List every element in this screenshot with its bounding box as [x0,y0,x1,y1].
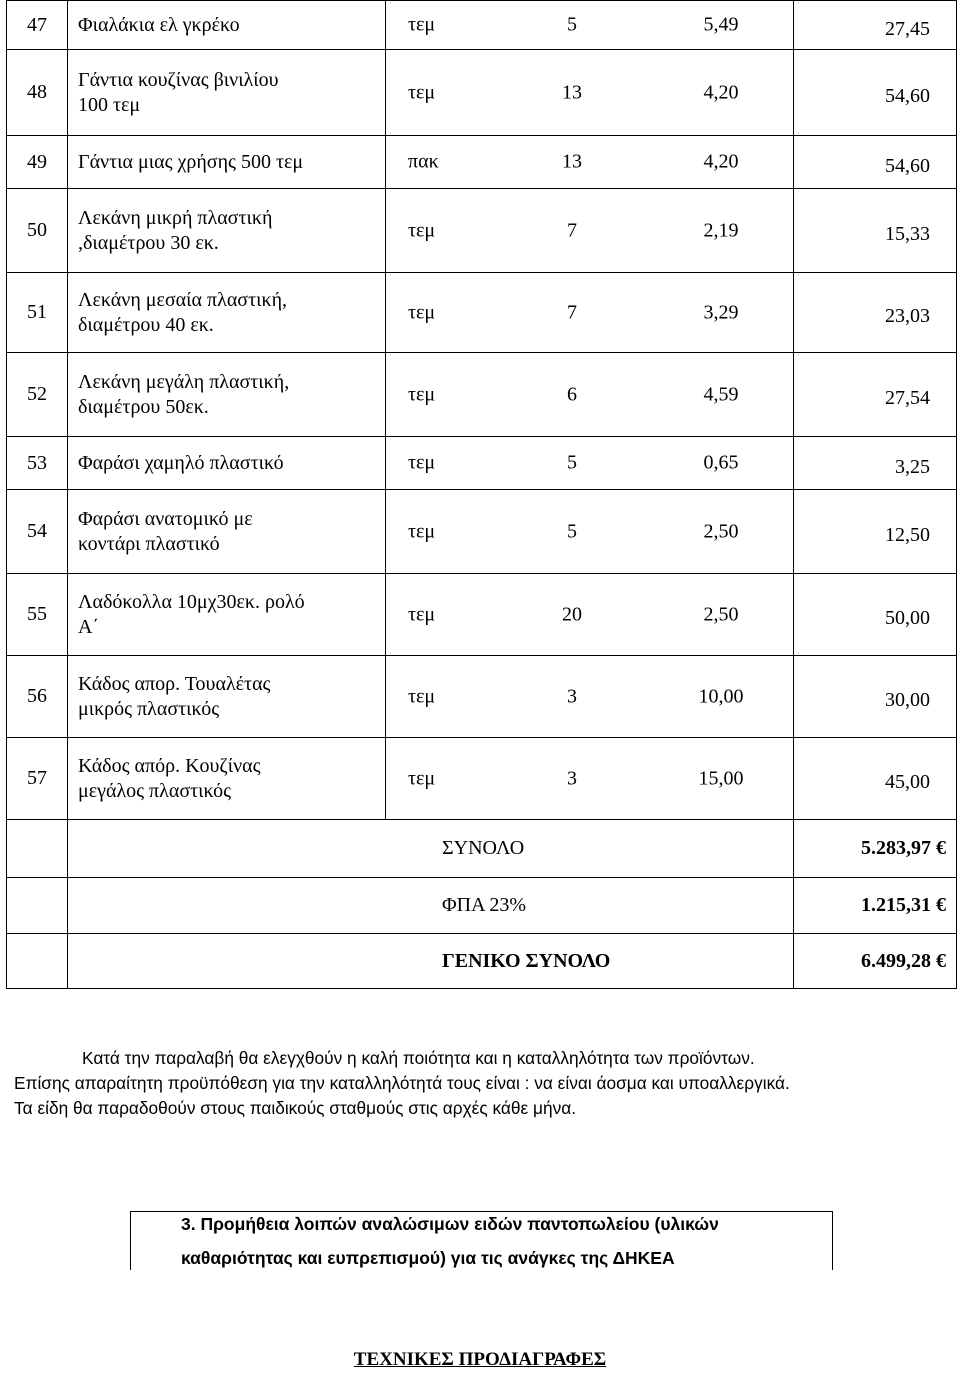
item-description [68,273,386,353]
item-description-line: μεγάλος πλαστικός [78,779,232,802]
item-unit-price: 4,20 [703,150,739,173]
blank-cell [7,878,68,934]
item-unit-price: 2,50 [703,603,739,625]
item-quantity: 20 [562,603,582,625]
item-total [794,50,957,136]
item-quantity: 3 [567,767,577,789]
item-total-value: 12,50 [885,524,930,546]
item-description [68,490,386,574]
item-description-line: Φαράσι ανατομικό με [78,507,253,530]
table-row [7,50,957,136]
item-total [794,656,957,738]
item-number: 52 [7,353,68,437]
table-row [7,353,957,437]
item-total-value: 27,45 [885,17,930,40]
item-number: 47 [7,1,68,50]
section-title-line: 3. Προμήθεια λοιπών αναλώσιμων ειδών παντοπωλείου (υλικών [181,1214,719,1234]
table-row [7,437,957,490]
item-number: 53 [7,437,68,490]
item-number: 48 [7,50,68,136]
item-unit-qty-price [386,656,794,738]
item-description-line: διαμέτρου 40 εκ. [78,313,214,336]
items-table [6,0,957,989]
section-title-box [130,1211,833,1270]
item-number: 55 [7,574,68,656]
item-number: 49 [7,136,68,189]
item-unit: τεμ [408,301,436,323]
item-unit-qty-price [386,574,794,656]
delivery-notes [14,1046,954,1121]
item-description [68,136,386,189]
table-row [7,574,957,656]
item-unit: τεμ [408,13,436,36]
item-unit: τεμ [408,767,436,789]
item-total-value: 23,03 [885,305,930,327]
table-row [7,273,957,353]
table-row [7,136,957,189]
item-unit-qty-price [386,490,794,574]
item-quantity: 13 [562,150,582,173]
item-description-line: Κάδος απορ. Τουαλέτας [78,672,271,695]
item-description [68,1,386,50]
item-unit: τεμ [408,520,436,542]
item-unit: τεμ [408,219,436,241]
item-quantity: 7 [567,219,577,241]
grand-total-value: 6.499,28 € [794,934,957,989]
item-description-line: Λεκάνη μεγάλη πλαστική, [78,370,290,393]
table-row [7,1,957,50]
item-unit-qty-price [386,738,794,820]
item-unit: πακ [408,150,439,173]
item-unit-price: 0,65 [703,451,739,474]
item-number: 50 [7,189,68,273]
item-total [794,437,957,490]
item-unit-price: 2,50 [703,520,739,542]
item-total [794,136,957,189]
item-unit-qty-price [386,136,794,189]
item-total [794,189,957,273]
item-description-line: μικρός πλαστικός [78,697,220,720]
item-unit: τεμ [408,603,436,625]
item-number: 51 [7,273,68,353]
item-description-line: ,διαμέτρου 30 εκ. [78,231,219,254]
item-description-line: κοντάρι πλαστικό [78,532,220,555]
item-total [794,738,957,820]
item-total [794,1,957,50]
item-quantity: 5 [567,13,577,36]
item-number: 54 [7,490,68,574]
item-quantity: 13 [562,81,582,103]
item-total-value: 50,00 [885,607,930,629]
item-total-value: 54,60 [885,85,930,107]
item-unit: τεμ [408,81,436,103]
item-unit-qty-price [386,273,794,353]
item-description-line: διαμέτρου 50εκ. [78,395,209,418]
item-quantity: 3 [567,685,577,707]
item-total [794,490,957,574]
blank-cell [7,934,68,989]
vat-value: 1.215,31 € [794,878,957,934]
item-unit-price: 15,00 [698,767,744,789]
item-unit-price: 3,29 [703,301,739,323]
table-row [7,738,957,820]
item-unit-qty-price [386,353,794,437]
item-quantity: 6 [567,383,577,405]
item-quantity: 5 [567,520,577,542]
item-description-line: 100 τεμ [78,93,141,116]
item-description [68,738,386,820]
item-description [68,189,386,273]
grand-total-label: ΓΕΝΙΚΟ ΣΥΝΟΛΟ [68,934,794,989]
item-unit-price: 5,49 [703,13,739,36]
item-unit-qty-price [386,1,794,50]
grand-total-row [7,934,957,989]
item-total-value: 3,25 [895,455,930,478]
subtotal-label: ΣΥΝΟΛΟ [68,820,794,878]
item-number: 57 [7,738,68,820]
item-number: 56 [7,656,68,738]
item-total-value: 30,00 [885,689,930,711]
item-description-line: Γάντια κουζίνας βινιλίου [78,68,279,91]
item-total [794,574,957,656]
item-unit-qty-price [386,437,794,490]
item-total-value: 45,00 [885,771,930,793]
item-unit-qty-price [386,50,794,136]
item-description-line: Γάντια μιας χρήσης 500 τεμ [78,150,304,173]
item-total [794,353,957,437]
item-description [68,437,386,490]
item-unit-price: 4,20 [703,81,739,103]
item-description-line: Λεκάνη μικρή πλαστική [78,206,273,229]
subtotal-row [7,820,957,878]
item-description-line: Λεκάνη μεσαία πλαστική, [78,288,288,311]
item-description [68,50,386,136]
item-unit: τεμ [408,685,436,707]
item-total-value: 15,33 [885,223,930,245]
item-total [794,273,957,353]
item-description-line: Α΄ [78,615,100,638]
subtotal-value: 5.283,97 € [794,820,957,878]
item-total-value: 27,54 [885,387,930,409]
item-description [68,353,386,437]
note-line: Επίσης απαραίτητη προϋπόθεση για την καταλληλότητά τους είναι : να είναι άοσμα και υποαλλεργικά. [14,1073,790,1093]
table-row [7,656,957,738]
item-description [68,574,386,656]
item-description-line: Λαδόκολλα 10μχ30εκ. ρολό [78,590,305,613]
item-description [68,656,386,738]
item-unit: τεμ [408,451,436,474]
item-quantity: 5 [567,451,577,474]
note-line: Κατά την παραλαβή θα ελεγχθούν η καλή ποιότητα και η καταλληλότητα των προϊόντων. [82,1048,755,1068]
table-row [7,490,957,574]
item-description-line: Φαράσι χαμηλό πλαστικό [78,451,284,474]
item-unit: τεμ [408,383,436,405]
item-unit-qty-price [386,189,794,273]
vat-label: ΦΠΑ 23% [68,878,794,934]
item-total-value: 54,60 [885,154,930,177]
item-description-line: Φιαλάκια ελ γκρέκο [78,13,240,36]
table-row [7,189,957,273]
vat-row [7,878,957,934]
item-quantity: 7 [567,301,577,323]
item-unit-price: 4,59 [703,383,739,405]
note-line: Τα είδη θα παραδοθούν στους παιδικούς σταθμούς στις αρχές κάθε μήνα. [14,1098,577,1118]
item-description-line: Κάδος απόρ. Κουζίνας [78,754,261,777]
item-unit-price: 10,00 [698,685,744,707]
item-unit-price: 2,19 [703,219,739,241]
section-title-line: καθαριότητας και ευπρεπισμού) για τις ανάγκες της ΔΗΚΕΑ [181,1248,675,1268]
blank-cell [7,820,68,878]
specs-heading: ΤΕΧΝΙΚΕΣ ΠΡΟΔΙΑΓΡΑΦΕΣ [353,1349,607,1370]
